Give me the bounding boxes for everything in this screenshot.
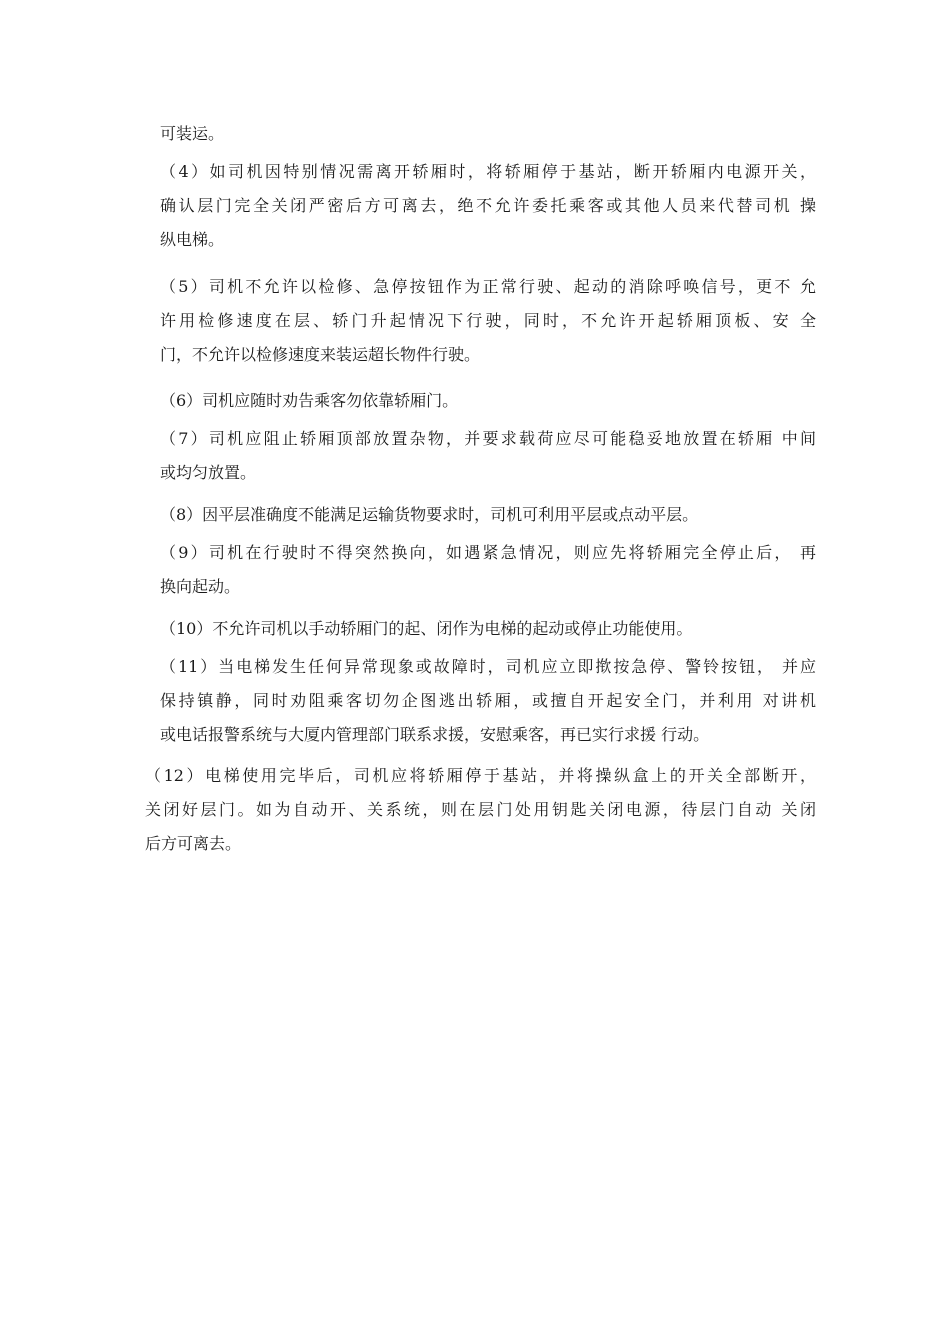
- text-line: （10）不允许司机以手动轿厢门的起、闭作为电梯的起动或停止功能使用。: [160, 619, 693, 638]
- text-line: （9）司机在行驶时不得突然换向，如遇紧急情况，则应先将轿厢完全停止后， 再: [160, 543, 816, 562]
- text-line: 换向起动。: [160, 577, 241, 596]
- text-line: （11）当电梯发生任何异常现象或故障时，司机应立即揿按急停、警铃按钮， 并应: [160, 657, 816, 676]
- paragraph-3-tail: [160, 117, 816, 151]
- text-line: （6）司机应随时劝告乘客勿依靠轿厢门。: [160, 391, 459, 410]
- paragraph-8: [160, 498, 816, 532]
- text-line: （7）司机应阻止轿厢顶部放置杂物，并要求载荷应尽可能稳妥地放置在轿厢 中间: [160, 429, 816, 448]
- paragraph-4: [160, 155, 816, 257]
- text-line: 可装运。: [160, 124, 225, 143]
- text-line: 许用检修速度在层、轿门升起情况下行驶，同时，不允许开起轿厢顶板、安 全: [160, 311, 816, 330]
- paragraph-6: [160, 384, 816, 418]
- text-line: 纵电梯。: [160, 230, 225, 249]
- text-line: 或均匀放置。: [160, 463, 257, 482]
- text-line: （8）因平层准确度不能满足运输货物要求时，司机可利用平层或点动平层。: [160, 505, 699, 524]
- paragraph-9: [160, 536, 816, 604]
- text-line: 或电话报警系统与大厦内管理部门联系求援，安慰乘客，再已实行求援 行动。: [160, 725, 710, 744]
- text-line: （4）如司机因特别情况需离开轿厢时，将轿厢停于基站，断开轿厢内电源开关，: [160, 162, 816, 181]
- text-line: 后方可离去。: [145, 834, 242, 853]
- text-line: （12）电梯使用完毕后，司机应将轿厢停于基站，并将操纵盒上的开关全部断开，: [145, 766, 816, 785]
- text-line: 关闭好层门。如为自动开、关系统，则在层门处用钥匙关闭电源，待层门自动 关闭: [145, 800, 816, 819]
- paragraph-11: [160, 650, 816, 752]
- paragraph-7: [160, 422, 816, 490]
- paragraph-12: [145, 759, 816, 861]
- text-line: 确认层门完全关闭严密后方可离去，绝不允许委托乘客或其他人员来代替司机 操: [160, 196, 816, 215]
- text-line: （5）司机不允许以检修、急停按钮作为正常行驶、起动的消除呼唤信号，更不 允: [160, 277, 816, 296]
- text-line: 保持镇静，同时劝阻乘客切勿企图逃出轿厢，或擅自开起安全门，并利用 对讲机: [160, 691, 816, 710]
- paragraph-5: [160, 270, 816, 372]
- paragraph-10: [160, 612, 816, 646]
- text-line: 门，不允许以检修速度来装运超长物件行驶。: [160, 345, 481, 364]
